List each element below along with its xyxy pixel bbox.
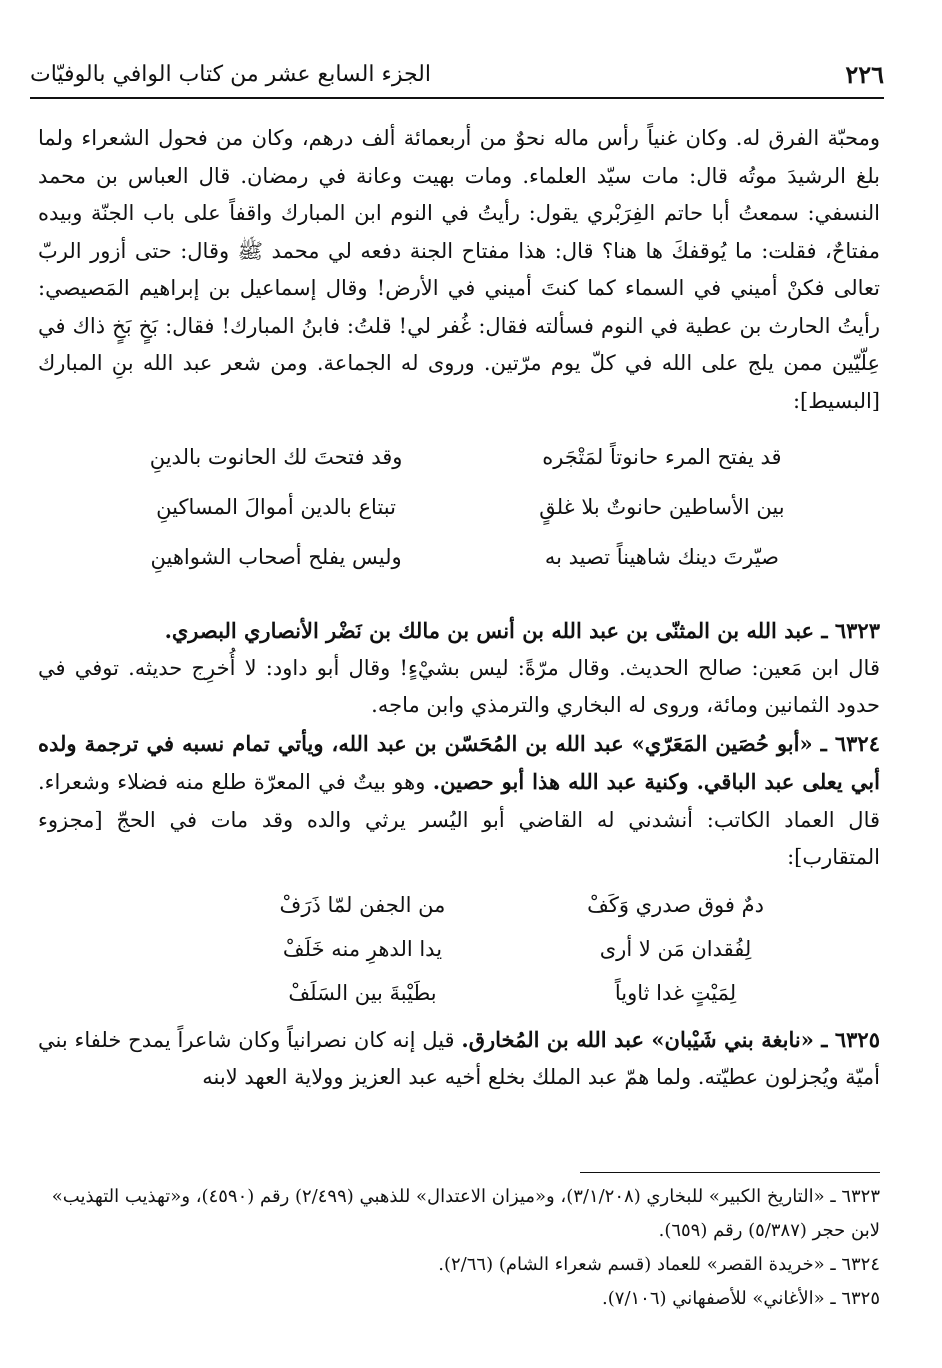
verse-second-hemistich: يدا الدهرِ منه خَلَفْ	[282, 936, 443, 961]
header-rule	[30, 97, 884, 99]
poem-ibn-mubarak	[98, 432, 840, 582]
entry-6323-text: قال ابن مَعين: صالح الحديث. وقال مرّةً: ليس بشيْءٍ! وقال أبو داود: لا أُخرِج حديثه. توفي في حدود الثمانين ومائة، وروى له البخاري والترمذي وابن ماجه.	[38, 655, 880, 717]
footnote-6323: ٦٣٢٣ ـ «التاريخ الكبير» للبخاري (٣/١/٢٠٨)، و«ميزان الاعتدال» للذهبي (٢/٤٩٩) رقم (٤٥٩٠)، و«تهذيب التهذيب» لابن حجر (٥/٣٨٧) رقم (٦٥٩).	[51, 1186, 880, 1241]
entry-6325	[38, 1021, 880, 1097]
verse-line	[218, 927, 820, 971]
entry-6324	[38, 725, 880, 877]
entry-6323-heading: ٦٣٢٣ ـ عبد الله بن المثنّى بن عبد الله بن أنس بن مالك بن نَضْر الأنصاري البصري.	[164, 618, 880, 643]
verse-second-hemistich: تبتاع بالدين أموالَ المساكينِ	[156, 495, 396, 519]
footnote-rule	[580, 1172, 880, 1173]
verse-second-hemistich: بطَيْبةَ بين السَلَفْ	[288, 980, 437, 1005]
main-text	[38, 120, 880, 1097]
poem-abu-al-yusr	[218, 883, 820, 1015]
verse-line	[218, 971, 820, 1015]
page-header	[30, 52, 884, 96]
page-number: ٢٢٦	[845, 59, 884, 89]
verse-first-hemistich: بين الأساطين حانوتٌ بلا غلقٍ	[539, 495, 785, 519]
running-title: الجزء السابع عشر من كتاب الوافي بالوفيّات	[30, 61, 431, 87]
verse-first-hemistich: قد يفتح المرء حانوتاً لمَتْجَره	[542, 445, 782, 469]
verse-first-hemistich: صيّرتَ دينك شاهيناً تصيد به	[544, 545, 779, 569]
footnotes	[38, 1180, 880, 1316]
verse-second-hemistich: وقد فتحتَ لك الحانوت بالدينِ	[149, 445, 403, 469]
verse-line	[98, 532, 840, 582]
entry-6325-heading: ٦٣٢٥ ـ «نابغة بني شَيْبان» عبد الله بن المُخارق.	[461, 1026, 880, 1052]
entry-6325-text: قيل إنه كان نصرانياً وكان شاعراً يمدح خلفاء بني أميّة ويُجزلون عطيّته. ولما همّ عبد الملك بخلع أخيه عبد العزيز وولاية العهد لابنه	[38, 1027, 880, 1089]
verse-line	[98, 432, 840, 482]
verse-first-hemistich: دمٌ فوق صدري وَكَفْ	[587, 892, 764, 917]
entry-6324-text: وهو بيتٌ في المعرّة طلع منه فضلاء وشعراء. قال العماد الكاتب: أنشدني له القاضي أبو اليُسر يرثي والده وقد مات في الحجّ [مجزوء المتقارب]:	[38, 770, 880, 869]
verse-first-hemistich: لِمَيْتٍ غدا ثاوياً	[614, 980, 737, 1005]
footnote-6325: ٦٣٢٥ ـ «الأغاني» للأصفهاني (٧/١٠٦).	[602, 1288, 880, 1309]
footnote-6324: ٦٣٢٤ ـ «خريدة القصر» للعماد (قسم شعراء الشام) (٢/٦٦).	[438, 1254, 880, 1275]
verse-second-hemistich: وليس يفلح أصحاب الشواهينِ	[150, 545, 402, 569]
entry-gap	[38, 592, 880, 612]
intro-paragraph: ومحبّة الفرق له. وكان غنياً رأس ماله نحوٌ من أربعمائة ألف درهم، وكان من فحول الشعراء ولما بلغ الرشيدَ موتُه قال: مات سيّد العلماء. ومات بهيت وعانة في رمضان. قال العباس بن محمد النسفي: سمعتُ أبا حاتم الفِرَبْري يقول: رأيتُ في النوم ابن المبارك واقفاً على باب الجنّة وبيده مفتاحٌ، فقلت: ما يُوقفكَ ها هنا؟ قال: هذا مفتاح الجنة دفعه لي محمد ﷺ وقال: حتى أزور الربّ تعالى فكنْ أميني في السماء كما كنتَ أميني في الأرض! وقال إسماعيل بن إبراهيم المَصيصي: رأيتُ الحارث بن عطية في النوم فسألته فقال: غُفر لي! قلتُ: فابنُ المبارك! فقال: بَخٍ بَخٍ ذاك في عِلّيّين ممن يلج على الله في كلّ يوم مرّتين. وروى له الجماعة. ومن شعر عبد الله بنِ المبارك [البسيط]:	[38, 126, 880, 413]
entry-6324-heading: ٦٣٢٤ ـ «أبو حُصَين المَعَرّي» عبد الله بن المُحَسّن بن عبد الله، ويأتي تمام نسبه في ترجمة ولده أبي يعلى عبد الباقي. وكنية عبد الله هذا أبو حصين.	[38, 730, 880, 794]
verse-line	[218, 883, 820, 927]
verse-line	[98, 482, 840, 532]
verse-first-hemistich: لِفُقدان مَن لا أرى	[599, 936, 752, 961]
verse-second-hemistich: من الجفن لمّا ذَرَفْ	[279, 892, 446, 917]
